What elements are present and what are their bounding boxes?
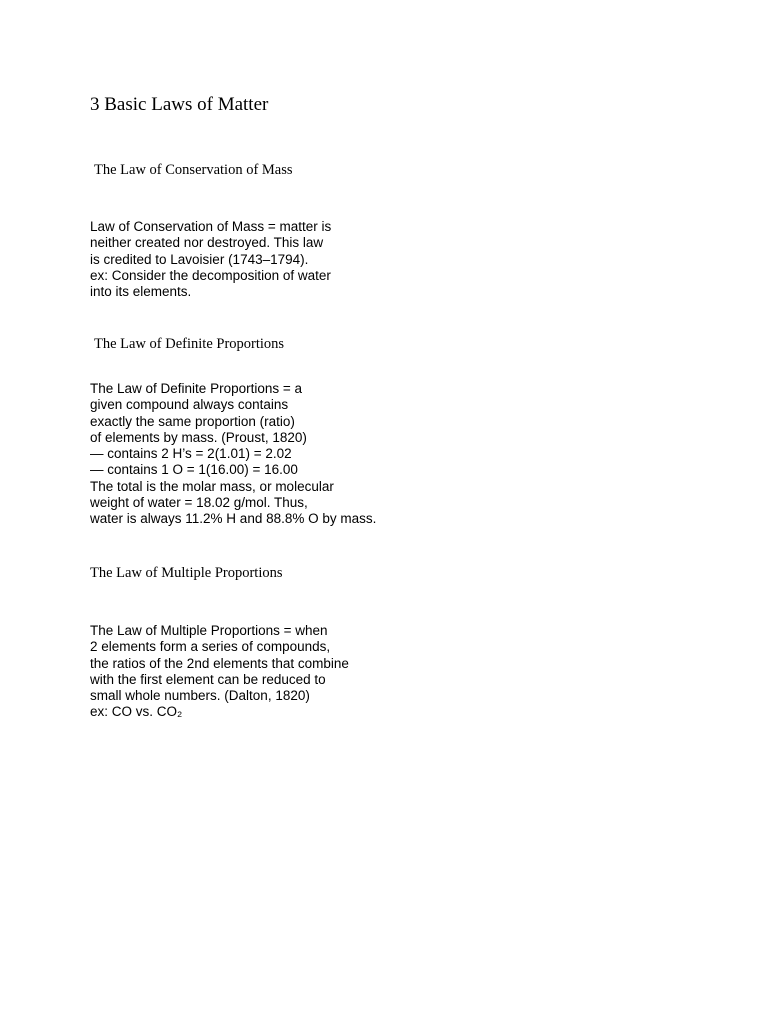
body-line: exactly the same proportion (ratio) xyxy=(90,413,295,429)
body-line: The Law of Definite Proportions = a xyxy=(90,381,302,396)
body-line: given compound always contains xyxy=(90,397,289,413)
body-line: into its elements. xyxy=(90,284,192,300)
section-heading-definite-proportions: The Law of Definite Proportions xyxy=(94,336,285,352)
body-line: small whole numbers. (Dalton, 1820) xyxy=(90,688,310,704)
section-body-multiple-proportions xyxy=(90,623,349,721)
body-line: neither created nor destroyed. This law xyxy=(90,235,324,251)
body-line: 2 elements form a series of compounds, xyxy=(90,639,331,655)
body-line: The total is the molar mass, or molecular xyxy=(90,478,334,494)
body-line: with the first element can be reduced to xyxy=(90,671,326,687)
section-heading-conservation-of-mass: The Law of Conservation of Mass xyxy=(94,162,293,178)
body-line: — contains 1 O = 1(16.00) = 16.00 xyxy=(90,462,298,478)
body-line: — contains 2 H’s = 2(1.01) = 2.02 xyxy=(90,446,292,462)
body-line: ex: CO vs. CO₂ xyxy=(90,704,183,720)
page-title: 3 Basic Laws of Matter xyxy=(90,94,269,115)
body-line: Law of Conservation of Mass = matter is xyxy=(90,219,332,234)
body-line: the ratios of the 2nd elements that combine xyxy=(90,655,349,671)
body-line: water is always 11.2% H and 88.8% O by mass. xyxy=(90,511,377,527)
body-line: ex: Consider the decomposition of water xyxy=(90,267,331,283)
section-body-definite-proportions xyxy=(90,381,376,528)
body-line: weight of water = 18.02 g/mol. Thus, xyxy=(90,495,308,511)
section-heading-multiple-proportions: The Law of Multiple Proportions xyxy=(90,565,283,581)
body-line: The Law of Multiple Proportions = when xyxy=(90,623,328,638)
section-body-conservation-of-mass xyxy=(90,219,331,300)
body-line: of elements by mass. (Proust, 1820) xyxy=(90,429,307,445)
body-line: is credited to Lavoisier (1743–1794). xyxy=(90,251,309,267)
